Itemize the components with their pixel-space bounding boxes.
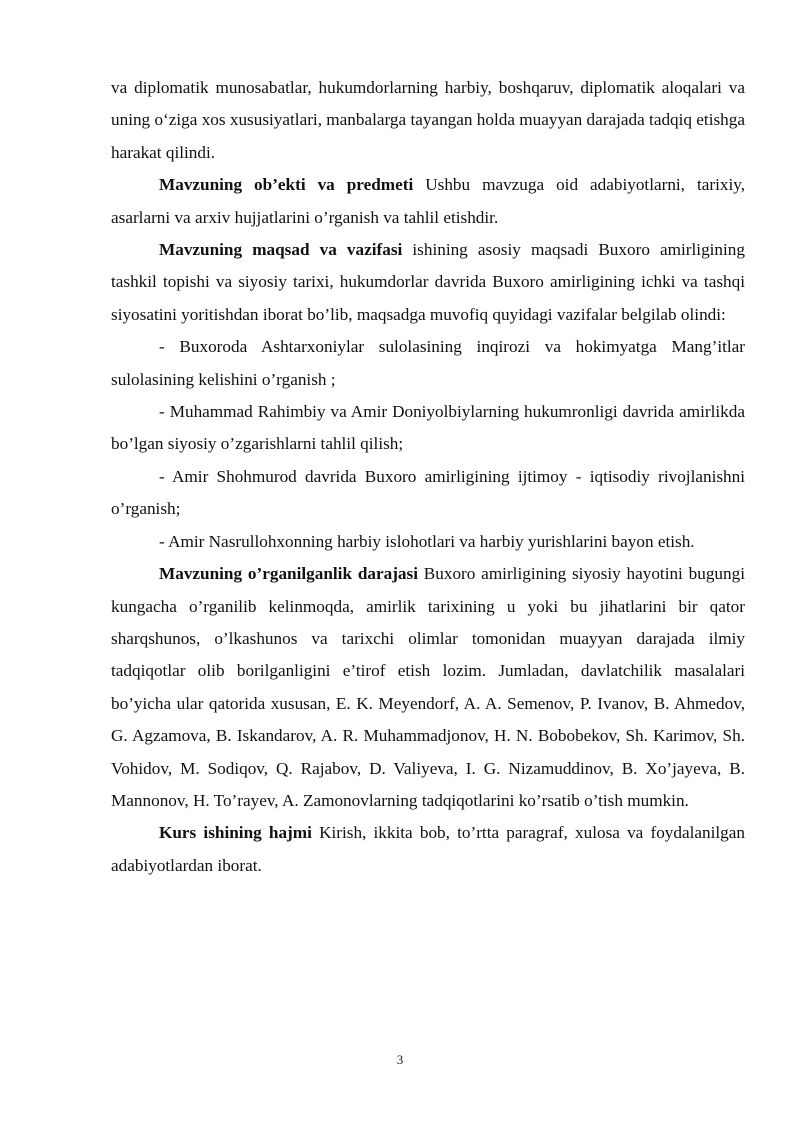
task-item-4 [111,526,745,558]
paragraph-heading: Mavzuning o’rganilganlik darajasi [159,564,418,584]
task-item-2 [111,396,745,461]
paragraph-goal-tasks [111,234,745,331]
paragraph-heading: Mavzuning maqsad va vazifasi [159,240,403,260]
task-item-1 [111,331,745,396]
paragraph-work-volume [111,817,745,882]
paragraph-text: va diplomatik munosabatlar, hukumdorlarning harbiy, boshqaruv, diplomatik aloqalari va uning o‘ziga xos xususiyatlari, manbalarga tayangan holda muayyan darajada tadqiq etishga harakat qilindi. [111,78,745,162]
task-text: - Amir Shohmurod davrida Buxoro amirligining ijtimoy - iqtisodiy rivojlanishni o’rganish; [111,466,745,519]
task-item-3 [111,461,745,526]
paragraph-heading: Mavzuning ob’ekti va predmeti [159,175,414,195]
paragraph-heading: Kurs ishining hajmi [159,823,312,843]
task-text: - Amir Nasrullohxonning harbiy islohotlari va harbiy yurishlarini bayon etish. [159,531,695,551]
paragraph-text: Ushbu mavzuga oid adabiyotlarni, tarixiy, asarlarni va arxiv hujjatlarini o’rganish va tahlil etishdir. [111,175,745,227]
page-number: 3 [396,1052,404,1067]
paragraph-study-level [111,558,745,817]
task-text: - Buxoroda Ashtarxoniylar sulolasining inqirozi va hokimyatga Mang’itlar sulolasining kelishini o’rganish ; [111,337,745,389]
body-text [111,72,745,882]
task-text: - Muhammad Rahimbiy va Amir Doniyolbiylarning hukumronligi davrida amirlikda bo’lgan siyosiy o’zgarishlarni tahlil qilish; [111,402,745,454]
paragraph-object-subject [111,169,745,234]
paragraph-intro-continuation [111,72,745,169]
paragraph-text: Kirish, ikkita bob, to’rtta paragraf, xulosa va foydalanilgan adabiyotlardan iborat. [111,823,745,875]
paragraph-text: ishining asosiy maqsadi Buxoro amirligining tashkil topishi va siyosiy tarixi, hukumdorlar davrida Buxoro amirligining ichki va tashqi siyosatini yoritishdan iborat bo’lib, maqsadga muvofiq quyidagi vazifalar belgilab olindi: [111,240,745,324]
paragraph-text: Buxoro amirligining siyosiy hayotini bugungi kungacha o’rganilib kelinmoqda, amirlik tarixining u yoki bu jihatlarini bir qator sharqshunos, o’lkashunos va tarixchi olimlar tomonidan muayyan darajada ilmiy tadqiqotlar olib borilganligini e’tirof etish lozim. Jumladan, davlatchilik masalalari bo’yicha ular qatorida xususan, E. K. Meyendorf, A. A. Semenov, P. Ivanov, B. Ahmedov, G. Agzamova, B. Iskandarov, A. R. Muhammadjonov, H. N. Bobobekov, Sh. Karimov, Sh. Vohidov, M. Sodiqov, Q. Rajabov, D. Valiyeva, I. G. Nizamuddinov, B. Xo’jayeva, B. Mannonov, H. To’rayev, A. Zamonovlarning tadqiqotlarini ko’rsatib o’tish mumkin. [111,564,745,810]
